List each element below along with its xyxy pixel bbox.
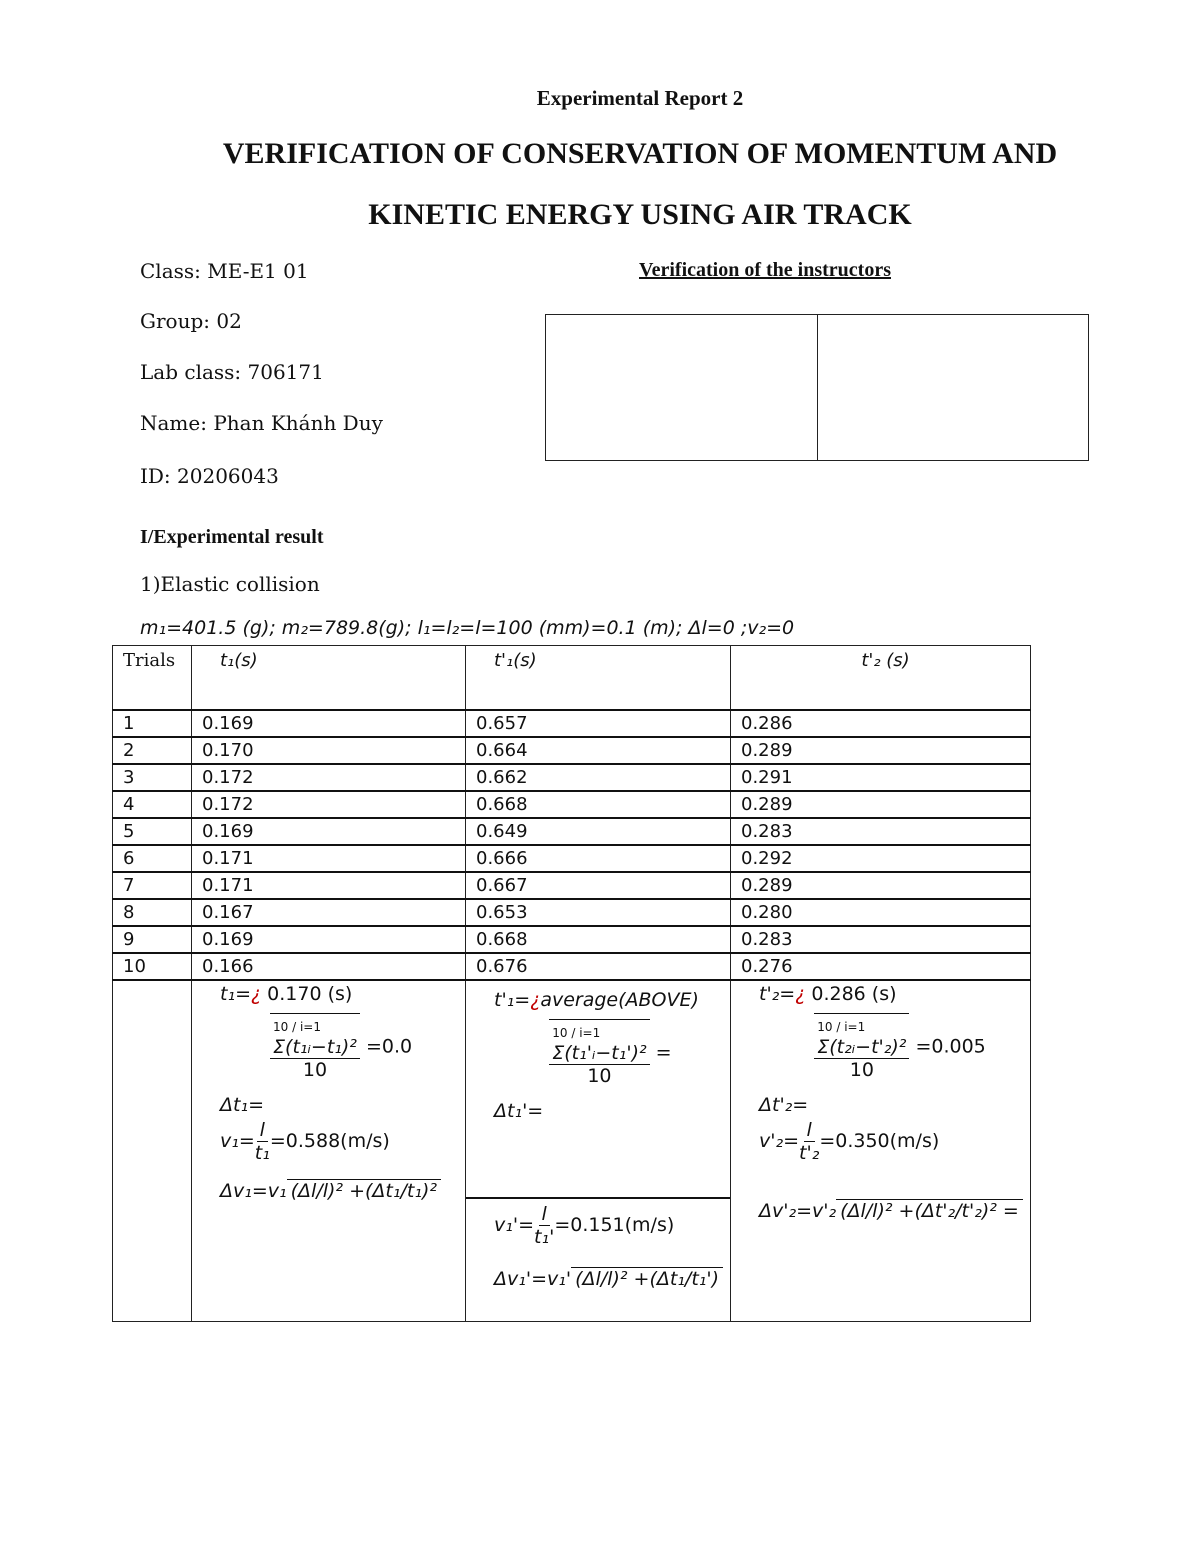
t1-value-cell: 0.169: [192, 926, 466, 953]
t1-mean-formula: t₁=¿ 0.170 (s): [220, 983, 353, 1005]
calc-cell-empty: [113, 980, 192, 1322]
t1-prime-value-cell: 0.667: [466, 872, 731, 899]
table-header-row: [113, 646, 1031, 711]
trial-number-cell: 5: [113, 818, 192, 845]
t1-value-cell: 0.171: [192, 872, 466, 899]
group-field: Group: 02: [140, 309, 242, 333]
trial-number-cell: 6: [113, 845, 192, 872]
t1-prime-value-cell: 0.666: [466, 845, 731, 872]
header-t2-prime: t'₂ (s): [731, 646, 1031, 711]
header-t1: t₁(s): [192, 646, 466, 711]
trial-number-cell: 10: [113, 953, 192, 980]
t2-prime-value-cell: 0.283: [731, 926, 1031, 953]
t2-prime-uncertainty-formula: Δt'₂= 10 / i=1 Σ(t₂ᵢ−t'₂)² 10 =0.005: [759, 1013, 986, 1081]
t1-prime-value-cell: 0.653: [466, 899, 731, 926]
t1-prime-value-cell: 0.662: [466, 764, 731, 791]
t2-prime-value-cell: 0.283: [731, 818, 1031, 845]
signature-cell-right: [818, 315, 1089, 460]
dv2-prime-formula: Δv'₂=v'₂ (Δl/l)² +(Δt'₂/t'₂)² =: [759, 1199, 1023, 1222]
class-field: Class: ME-E1 01: [140, 259, 309, 283]
name-field: Name: Phan Khánh Duy: [140, 411, 383, 435]
t1-prime-value-cell: 0.676: [466, 953, 731, 980]
t2-prime-value-cell: 0.291: [731, 764, 1031, 791]
calc-cell-t1: [192, 980, 466, 1322]
t2-prime-value-cell: 0.289: [731, 791, 1031, 818]
v2-prime-formula: v'₂= $\frac{l}{\text{t'₂}}$ =0.350(m/s): [759, 1119, 940, 1164]
t2-prime-value-cell: 0.289: [731, 872, 1031, 899]
table-row: [113, 818, 1031, 845]
t1-prime-uncertainty-formula: Δt₁'= 10 / i=1 Σ(t₁'ᵢ−t₁')² 10 =: [494, 1019, 672, 1087]
t1-prime-value-cell: 0.657: [466, 710, 731, 737]
report-number: Experimental Report 2: [536, 86, 744, 110]
t1-value-cell: 0.170: [192, 737, 466, 764]
trial-number-cell: 4: [113, 791, 192, 818]
instructor-verification-label: Verification of the instructors: [639, 259, 891, 281]
t1-value-cell: 0.166: [192, 953, 466, 980]
trial-number-cell: 8: [113, 899, 192, 926]
trial-number-cell: 1: [113, 710, 192, 737]
trial-number-cell: 2: [113, 737, 192, 764]
section-title: I/Experimental result: [140, 526, 324, 548]
calculation-row: [113, 980, 1031, 1322]
t2-prime-mean-formula: t'₂=¿ 0.286 (s): [759, 983, 897, 1005]
table-row: [113, 710, 1031, 737]
subsection-title: 1)Elastic collision: [140, 572, 320, 596]
table-row: [113, 791, 1031, 818]
lab-class-field: Lab class: 706171: [140, 360, 324, 384]
t2-prime-value-cell: 0.280: [731, 899, 1031, 926]
table-row: [113, 953, 1031, 980]
t2-prime-value-cell: 0.292: [731, 845, 1031, 872]
trial-number-cell: 7: [113, 872, 192, 899]
header-trials: Trials: [113, 646, 192, 711]
calc-cell-divider: [466, 1197, 730, 1199]
t1-value-cell: 0.172: [192, 764, 466, 791]
v1-prime-formula: v₁'= $\frac{l}{\text{t₁'}}$ =0.151(m/s): [494, 1203, 675, 1248]
report-title-line-1: VERIFICATION OF CONSERVATION OF MOMENTUM AND: [222, 137, 1058, 170]
report-title-line-2: KINETIC ENERGY USING AIR TRACK: [368, 198, 912, 231]
t1-value-cell: 0.169: [192, 710, 466, 737]
t1-prime-value-cell: 0.664: [466, 737, 731, 764]
table-row: [113, 872, 1031, 899]
calc-cell-t1-prime: [466, 980, 731, 1322]
v1-formula: v₁= $\frac{l}{\text{t₁}}$ =0.588(m/s): [220, 1119, 390, 1164]
t2-prime-value-cell: 0.276: [731, 953, 1031, 980]
table-row: [113, 845, 1031, 872]
t1-prime-mean-formula: t'₁=¿average(ABOVE): [494, 989, 699, 1011]
table-row: [113, 737, 1031, 764]
t2-prime-value-cell: 0.286: [731, 710, 1031, 737]
t1-value-cell: 0.169: [192, 818, 466, 845]
id-field: ID: 20206043: [140, 464, 279, 488]
t1-prime-value-cell: 0.668: [466, 791, 731, 818]
instructor-signature-box: [545, 314, 1089, 461]
t1-value-cell: 0.167: [192, 899, 466, 926]
trial-number-cell: 3: [113, 764, 192, 791]
measurement-table: [112, 645, 1031, 1322]
table-row: [113, 764, 1031, 791]
dv1-formula: Δv₁=v₁ (Δl/l)² +(Δt₁/t₁)²: [220, 1179, 441, 1202]
trial-number-cell: 9: [113, 926, 192, 953]
t2-prime-value-cell: 0.289: [731, 737, 1031, 764]
t1-prime-value-cell: 0.668: [466, 926, 731, 953]
signature-cell-left: [546, 315, 818, 460]
t1-prime-value-cell: 0.649: [466, 818, 731, 845]
table-row: [113, 899, 1031, 926]
t1-value-cell: 0.172: [192, 791, 466, 818]
t1-value-cell: 0.171: [192, 845, 466, 872]
header-t1-prime: t'₁(s): [466, 646, 731, 711]
dv1-prime-formula: Δv₁'=v₁' (Δl/l)² +(Δt₁/t₁'): [494, 1267, 723, 1290]
t1-uncertainty-formula: Δt₁= 10 / i=1 Σ(t₁ᵢ−t₁)² 10 =0.0: [220, 1013, 412, 1081]
calc-cell-t2-prime: [731, 980, 1031, 1322]
experiment-parameters: m₁=401.5 (g); m₂=789.8(g); l₁=l₂=l=100 (mm)=0.1 (m); Δl=0 ;v₂=0: [140, 617, 795, 639]
table-row: [113, 926, 1031, 953]
